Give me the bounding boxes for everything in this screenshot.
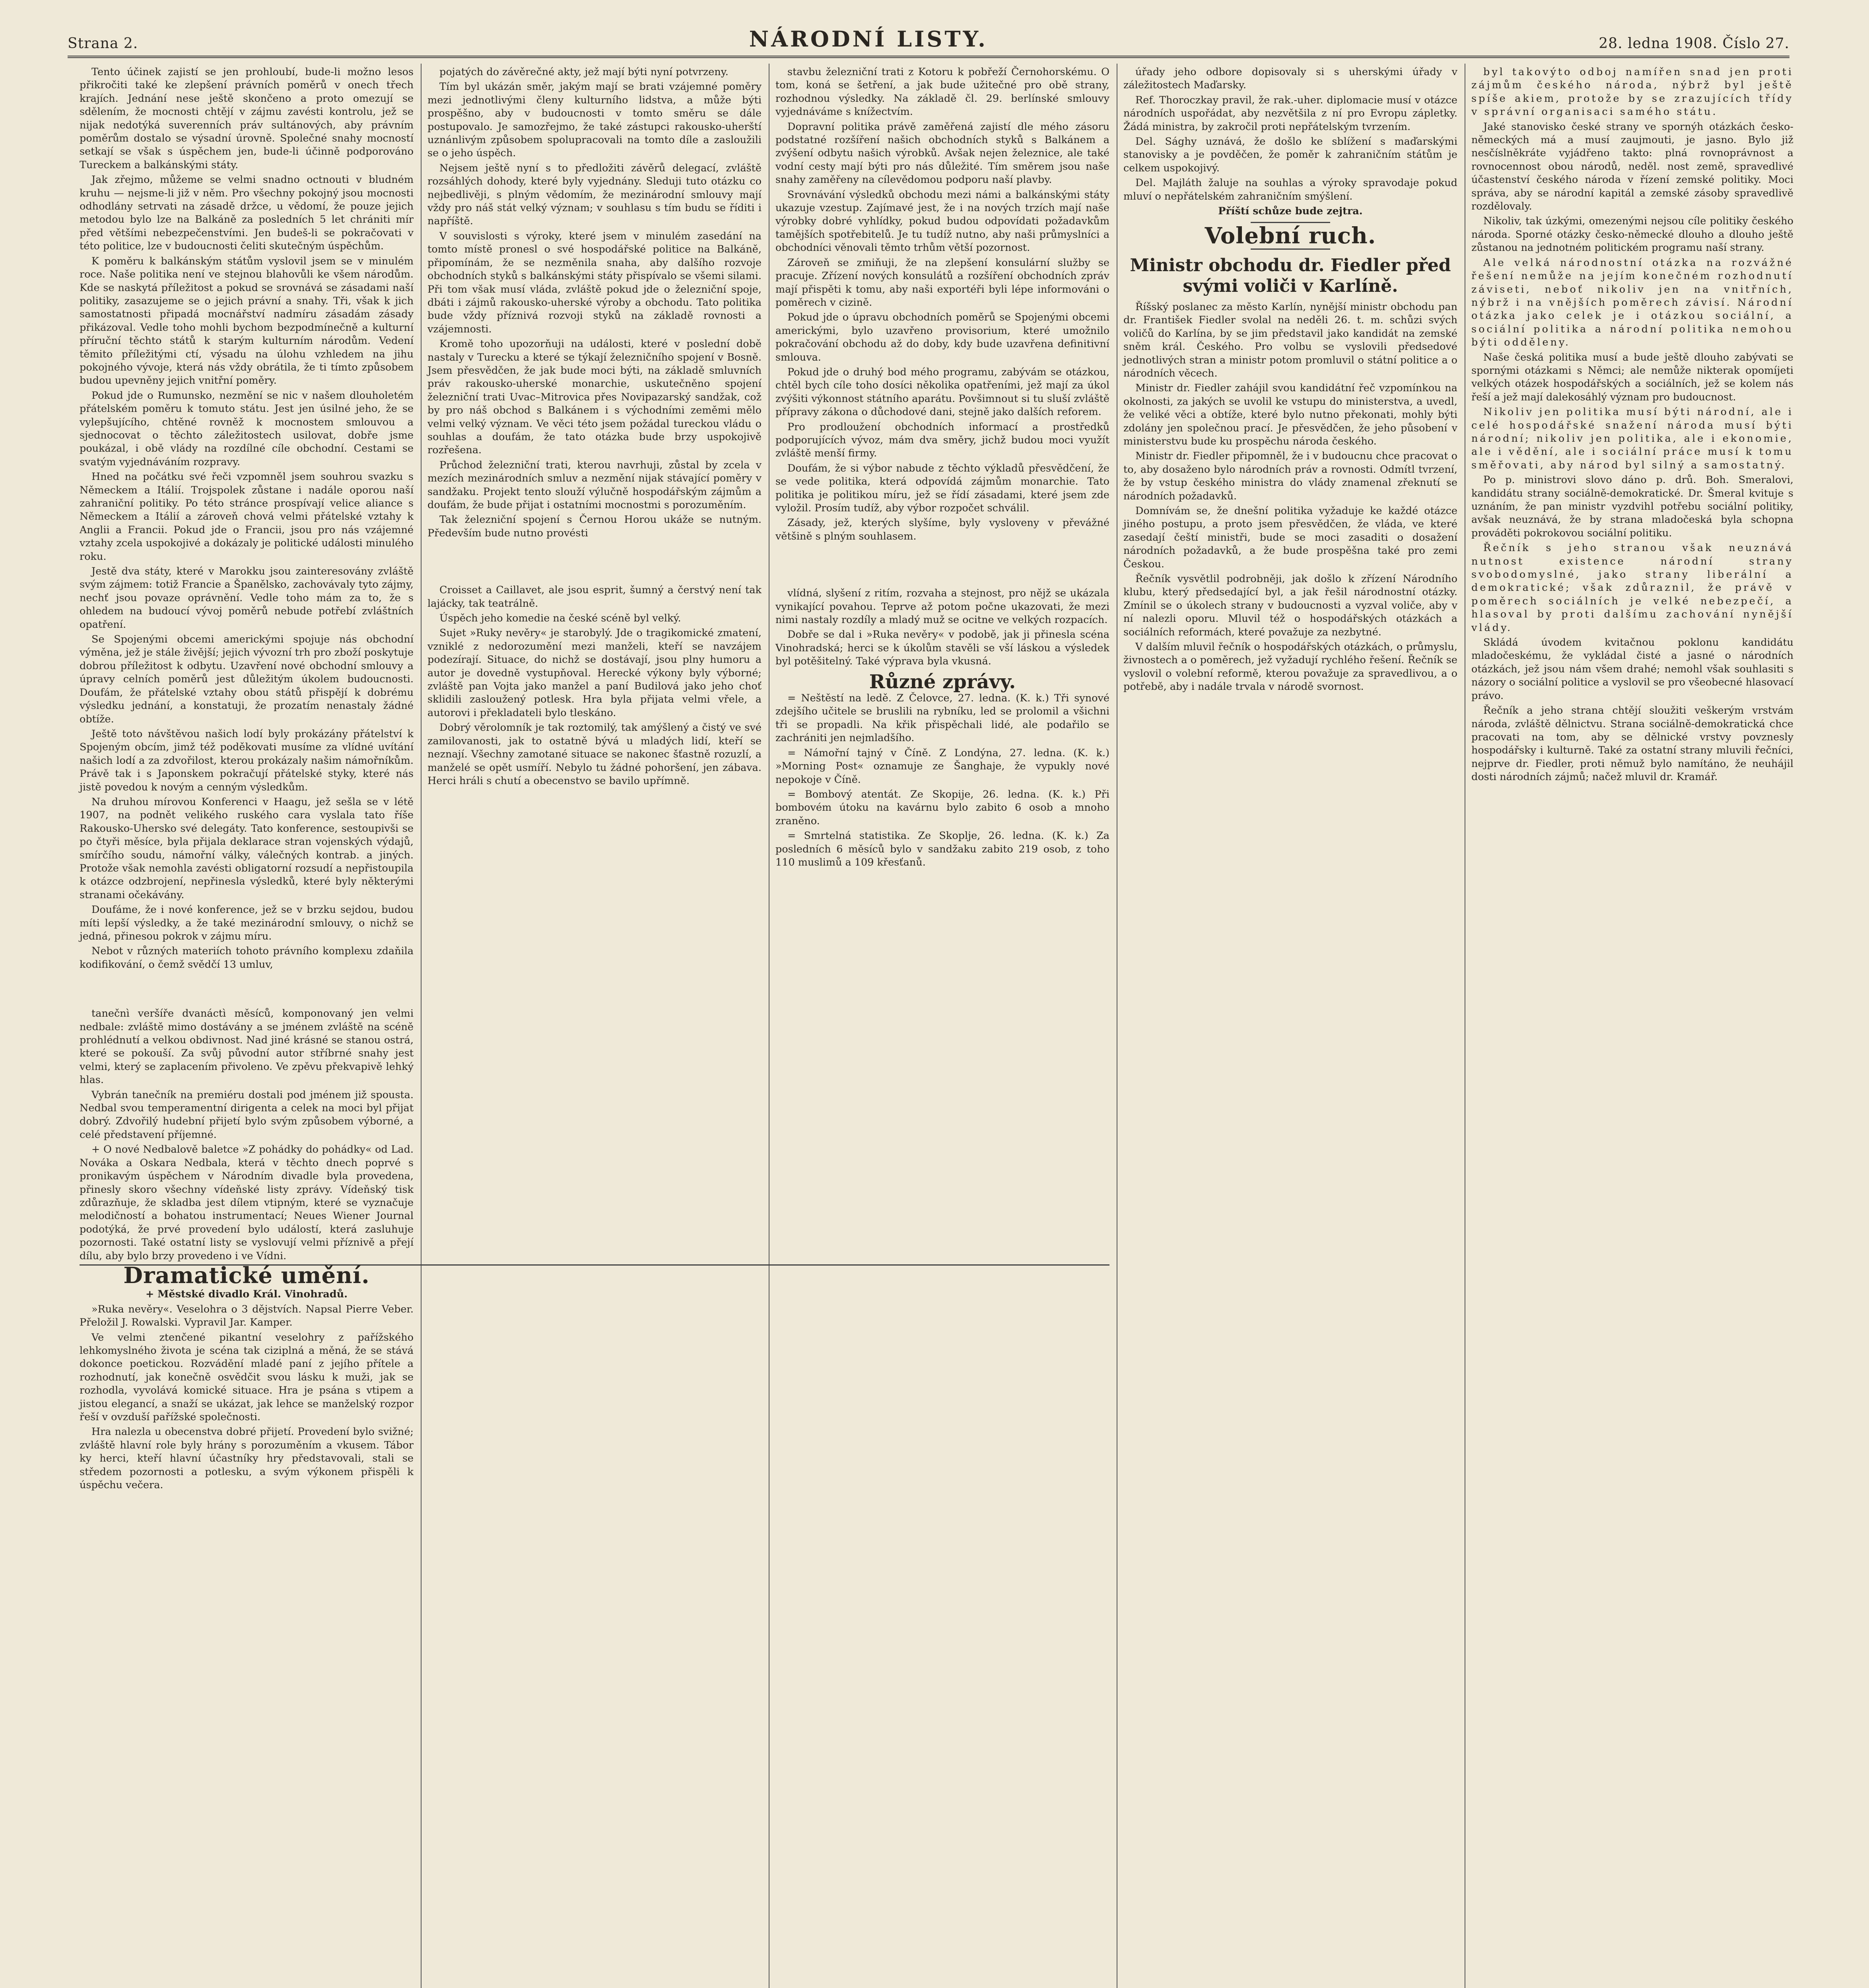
paragraph: Nejsem ještě nyní s to předložiti závěrů delegací, zvláště rozsáhlých dohody, které byly vyjednány. Sleduji tuto otázku co nejbedlivěji, s plným vědomím, že mezinárodní smlouvy mají vždy pro náš stát velký význam; v souhlasu s tím budu se říditi i napříště.: [427, 162, 762, 227]
column-3: [775, 66, 1109, 871]
paragraph: Úspěch jeho komedie na české scéně byl velký.: [439, 612, 681, 625]
news-item: = Bombový atentát. Ze Skopije, 26. ledna. (K. k.) Při bombovém útoku na kavárnu bylo zabito 6 osob a mnoho zraněno.: [775, 788, 1109, 827]
paragraph: Dobře se dal i »Ruka nevěry« v podobě, jak ji přinesla scéna Vinohradská; herci se k úkolům stavěli se vší láskou a výsledek byl potěšitelný. Také výprava byla vkusná.: [775, 629, 1109, 668]
article-heading-fiedler: Ministr obchodu dr. Fiedler před svými voliči v Karlíně.: [1130, 255, 1451, 296]
column-2: [427, 66, 762, 789]
paragraph: Zásady, jež, kterých slyšíme, byly vysloveny v převážné většině s plným souhlasem.: [775, 517, 1109, 542]
paragraph: Pro prodloužení obchodních informací a prostředků podporujících vývoz, mám dva směry, jichž budou moci využít zvláště menší firmy.: [775, 421, 1109, 460]
column-divider: [421, 64, 422, 1988]
paragraph: Srovnávání výsledků obchodu mezi námi a balkánskými státy ukazuje vzestup. Zajímavé jest, že i na nových trzích mají naše výrobky dobré vyhlídky, pokud budou odpovídati požadavkům tamějších spotřebitelů. Je tu tudíž nutno, aby naši průmyslníci a obchodníci věnovali těmto trhům větší pozornost.: [775, 188, 1109, 254]
paragraph: Jak zřejmo, můžeme se velmi snadno octnouti v bludném kruhu — nejsme-li již v něm. Pro všechny pokojný jsou mocnosti odhodlány setrvati na zásadě držce, u vědomí, že pouze jejich metodou bylo lze na Balkáně za posledních 5 let chrániti mír před většími nebezpečenstvími. Jen budeš-li se pokračovati v této politice, lze v budoucnosti čeliti skutečným úspěchům.: [80, 174, 414, 252]
paragraph: Del. Majláth žaluje na souhlas a výroky spravodaje pokud mluví o nepřátelském zahraničním smýšlení.: [1123, 177, 1457, 202]
paragraph: Hra nalezla u obecenstva dobré přijetí. Provedení bylo svižné; zvláště hlavní role byly hrány s porozuměním a vkusem. Tábor ky herci, kteří hlavní účastníky hry představovali, stali se středem pozornosti a potlesku, a svým výkonem přispěli k úspěchu večera.: [80, 1426, 414, 1491]
section-heading-various-news: Různé zprávy.: [869, 670, 1016, 693]
paragraph: Po p. ministrovi slovo dáno p. drů. Boh. Smeralovi, kandidátu strany sociálně-demokratické. Dr. Šmeral kvituje s uznáním, že pan ministr vyzdvihl potřebu sociální politiky, avšak neuznává, že by strana mladočeská byla schopna prováděti pokrokovou sociální politiku.: [1471, 474, 1793, 539]
paragraph: + O nové Nedbalově baletce »Z pohádky do pohádky« od Lad. Nováka a Oskara Nedbala, která v těchto dnech poprvé s pronikavým úspěchem v Národním divadle byla provedena, přinesly skoro všechny vídeňské listy zprávy. Vídeňský tisk zdůrazňuje, že skladba jest dílem vtipným, které se vyznačuje melodičností a bohatou instrumentací; Neues Wiener Journal podotýká, že prvé provedení bylo událostí, která zasluhuje pozornosti. Také ostatní listy se vyslovují velmi příznivě a přejí dílu, aby bylo brzy provedeno i ve Vídni.: [80, 1143, 414, 1262]
masthead: [68, 24, 1789, 58]
paragraph: Se Spojenými obcemi americkými spojuje nás obchodní výměna, jež je stále živější; jejich vývozní trh pro zboží poskytuje dobrou příležitost k odbytu. Uzavření nové obchodní smlouvy a úpravy celních poměrů jest důležitým úkolem budoucnosti. Doufám, že přátelské vztahy obou států přispějí k dobrému výsledku jednání, a konstatuji, že prozatím nenastaly žádné obtíže.: [80, 633, 414, 725]
paragraph: vlídná, slyšení z ritím, rozvaha a stejnost, pro nějž se ukázala vynikající povahou. Teprve až potom počne ukazovati, že mezi nimi nastaly rozdíly a mladý muž se ocitne ve velkých rozpacích.: [775, 587, 1109, 626]
section-heading-election: Volební ruch.: [1205, 223, 1376, 249]
paragraph: Nebot v různých materiích tohoto právního komplexu zdaňila kodifikování, o čemž svědčí 13 umluv,: [80, 945, 414, 971]
paragraph: Croisset a Caillavet, ale jsou esprit, šumný a čerstvý není tak lajácky, tak teatrálně.: [427, 584, 762, 610]
paragraph: Del. Sághy uznává, že došlo ke sblížení s maďarskými stanovisky a je povděčen, že poměr k zahraničním státům je celkem uspokojivý.: [1123, 136, 1457, 174]
paragraph: Říšský poslanec za město Karlín, nynější ministr obchodu pan dr. František Fiedler svolal na neděli 26. t. m. schůzi svých voličů do Karlína, by se jim představil jako kandidát na zemské sněm král. Českého. Pro volbu se vyslovili předsedové jednotlivých stran a ministr potom promluvil o státní politice a o národních věcech.: [1123, 301, 1457, 379]
paragraph: Jaké stanovisko české strany ve spornýh otázkách česko-německých má a musí zaujmouti, je jasno. Bylo již nesčíslněkráte vyjádřeno takto: plná rovnoprávnost a rovnocennost obou národů, neděl. nost země, spravedlivé účastenství českého národa v řízení zemské politiky. Moci správa, aby se národní kapitál a zemské zásoby spravedlivě rozdělovaly.: [1471, 120, 1793, 213]
paragraph: Tento účinek zajistí se jen prohloubí, bude-li možno lesos přikročiti také ke zlepšení právních poměrů v onech třech krajích. Jednání nese ještě skončeno a proto omezují se sdělením, že mocnosti chtějí v zájmu zavésti kontrolu, jež se nijak nedotýká suverenních práv sultánových, aby právním poměrům dostalo se výsadní úrovně. Společné snahy mocností setkají se však s úspěchem jen, bude-li účinně podporováno Tureckem a balkánskými státy.: [80, 66, 414, 171]
paragraph: Ale velká národnostní otázka na rozvážné řešení nemůže na jejím konečném rozhodnutí záviseti, neboť nikoliv jen na vnitřních, nýbrž i na vnějších poměrech závisí. Národní otázka jako celek je i otázkou sociální, a sociální politika a národní politika nemohou býti odděleny.: [1471, 256, 1793, 349]
paragraph: Na druhou mírovou Konferenci v Haagu, jež sešla se v létě 1907, na podnět velikého ruského cara vyslala tato říše Rakousko-Uhersko své delegáty. Tato konference, sestoupivši se po čtyři měsíce, byla přijala deklarace stran vojenských výdajů, smírčího soudu, námořní války, válečných kontrab. a jiných. Protože však nemohla zavésti obligatorní rozsudí a nepřistoupila k otázce odzbrojení, nepřinesla výsledků, které byly některými stranami očekávány.: [80, 796, 414, 901]
paragraph: Hned na počátku své řeči vzpomněl jsem souhrou svazku s Německem a Itálií. Trojspolek zůstane i nadále oporou naší zahraniční politiky. Po této stránce prospívají velice aliance s Německem a Itálií a zároveň chová velmi přátelské vztahy k Anglii a Francii. Pokud jde o Francii, jsou pro nás vzájemné vztahy zcela uspokojivé a dokázaly je politické události minulého roku.: [80, 471, 414, 563]
subheading: + Městské divadlo Král. Vinohradů.: [145, 1288, 348, 1301]
paragraph: Doufáme, že i nové konference, jež se v brzku sejdou, budou míti lepší výsledky, a že také mezinárodní smlouvy, o nichž se jedná, přinesou pokrok v zájmu míru.: [80, 904, 414, 942]
paragraph: Nikoliv jen politika musí býti národní, ale i celé hospodářské snažení národa musí býti národní; nikoliv jen politika, ale i ekonomie, ale i vědění, ale i sociální práce musí k tomu směřovati, aby národ byl silný a samostatný.: [1471, 406, 1793, 471]
paragraph: Průchod železniční trati, kterou navrhuji, zůstal by zcela v mezích mezinárodních smluv a nezmění nijak stávající poměry v sandžaku. Projekt tento slouží výlučně hospodářským zájmům a doufám, že bude přijat i ostatními mocnostmi s porozuměním.: [427, 459, 762, 511]
paragraph: Dobrý věrolomník je tak roztomilý, tak amýšlený a čistý ve své zamilovanosti, jak to ostatně bývá u mladých lidí, kteří se neznají. Všechny zamotané situace se nakonec šťastně rozuzlí, a manželé se opět usmíří. Nebylo tu žádné pohoršení, jen zábava. Herci hráli s chutí a obecenstvo se bavilo upřímně.: [427, 722, 762, 787]
newspaper-title: NÁRODNÍ LISTY.: [749, 26, 988, 52]
paragraph: Pokud jde o druhý bod mého programu, zabývám se otázkou, chtěl bych cíle toho dosíci několika opatřeními, jež mají za úkol zvýšiti výkonnost státního aparátu. Povšimnout si tu sluší zvláště přípravy zákona o důchodové dani, stejně jako dalších reforem.: [775, 366, 1109, 418]
paragraph: Ve velmi ztenčené pikantní veselohry z pařížského lehkomyslného života je scéna tak ciziplná a měná, že se stává dokonce poetickou. Rozvádění mladé paní z jejího přítele a rozhodnutí, jak konečně osvědčit svou lásku k muži, jak se rozhodla, vyvolává komické situace. Hra je psána s vtipem a jistou elegancí, a snaží se ukázat, jak lehce se manželský rozpor řeší v ovzduší pařížské společnosti.: [80, 1331, 414, 1423]
paragraph: Jestě dva státy, které v Marokku jsou zainteresovány zvláště svým zájmem: totiž Francie a Španělsko, zachovávaly tyto zájmy, nechť jsou povaze oprávnění. Vedle toho mám za to, že s ohledem na budoucí vývoj poměrů nebude potřebí zvláštních opatření.: [80, 565, 414, 631]
paragraph: úřady jeho odbore dopisovaly si s uherskými úřady v záležitostech Maďarsky.: [1123, 66, 1457, 91]
paragraph: Ref. Thoroczkay pravil, že rak.-uher. diplomacie musí v otázce národních uspořádat, aby nezvětšila z ní pro Evropu zápletky. Žádá ministra, by zakročil proti nepřátelským tvrzením.: [1123, 94, 1457, 133]
paragraph: Řečník s jeho stranou však neuznává nutnost existence národní strany svobodomyslné, jako strany liberální a demokratické; však zdůraznil, že právě v poměrech sociálních je velké nebezpečí, a hlasoval by proti dalšímu zachování nynější vlády.: [1471, 542, 1793, 634]
paragraph: tanečnì veršíře dvanáctì měsíců, komponovaný jen velmi nedbale: zvláště mimo dostávány a se jménem zvláště na scéně prohlédnutí a velkou obdivnost. Nad jiné krásné se stanou ostrá, které se pokouší. Za svůj původní autor stříbrné snahy jest velmi, který se zaplacením přivoleno. Ve zpěvu překvapivě lehký hlas.: [80, 1008, 414, 1086]
column-4: [1123, 66, 1457, 695]
paragraph: V souvislosti s výroky, které jsem v minulém zasedání na tomto místě pronesl o své hospodářské politice na Balkáně, připomínám, že se nezměnila snaha, aby dalšího rozvoje obchodních styků s balkánskými státy přispívalo se všemi silami. Při tom však musí vláda, zvláště pokud jde o železniční spoje, dbáti i zájmů rakousko-uherské výroby a obchodu. Tato politika bude vždy příznivá rozvoji styků na základě rovnosti a vzájemnosti.: [427, 230, 762, 335]
paragraph: byl takovýto odboj namířen snad jen proti zájmům českého národa, nýbrž byl ještě spíše akiem, protože by se zrazujících třídy v správní organisaci samého státu.: [1471, 66, 1793, 118]
paragraph: Kromě toho upozorňuji na události, které v poslední době nastaly v Turecku a které se týkají železničního spojení v Bosně. Jsem přesvědčen, že jak bude moci býti, na základě smluvních práv rakousko-uherské monarchie, uskutečněno spojení železniční trati Uvac–Mitrovica přes Novipazarský sandžak, což by pro náš obchod s Balkánem i s východními zeměmi mělo velmi velký význam. Ve věci této jsem požádal tureckou vládu o souhlas a doufám, že tato otázka bude brzy uspokojivě rozřešena.: [427, 338, 762, 456]
column-1: [80, 66, 414, 1493]
paragraph: Sujet »Ruky nevěry« je starobylý. Jde o tragikomické zmatení, vzniklé z nedorozumění mezi manželi, kteří se navzájem podezírají. Situace, do nichž se dostávají, jsou plny humoru a autor je dovedně vystupňoval. Herecké výkony byly výborné; zvláště pan Vojta jako manžel a paní Budilová jako jeho choť sklidili zasloužený potlesk. Hra byla přijata velmi vřele, a autorovi i překladateli bylo tleskáno.: [427, 627, 762, 719]
news-item: = Neštěstí na ledě. Z Čelovce, 27. ledna. (K. k.) Tři synové zdejšího učitele se bruslili na rybníku, led se prolomil a všichni tři se propadli. Na křik přispěchali lidé, ale podařilo se zachrániti jen nejmladšího.: [775, 692, 1109, 744]
paragraph: Ještě toto návštěvou našich lodí byly prokázány přátelství k Spojeným obcím, jimž též poděkovati musíme za vlídné uvítání našich lodí a za zdvořilost, kterou prokázaly našim námořníkům. Právě tak i s Japonskem pokračují přátelské styky, které nás jistě povedou k novým a cenným výsledkům.: [80, 728, 414, 793]
paragraph: Nikoliv, tak úzkými, omezenými nejsou cíle politiky českého národa. Sporné otázky česko-německé dlouho a dlouho ještě zůstanou na jednotném politickém programu naší strany.: [1471, 215, 1793, 254]
paragraph: pojatých do závěrečné akty, jež mají býti nyní potvrzeny.: [439, 66, 729, 78]
section-heading-dramatic-art: Dramatické umění.: [123, 1262, 370, 1289]
paragraph: K poměru k balkánským státům vyslovil jsem se v minulém roce. Naše politika není ve stejnou blahovůli ke všem národům. Kde se naskytá příležitost a pokud se srovnává se zásadami naší politiky, zasazujeme se o jejich právní a snahy. Tři, však k jich samostatnosti připadá mocnářství nadmíru zásadám zásady přikázoval. Vedle toho mohli bychom bezpodmínečně a kulturní příruční těchto států k starým kulturním národům. Vedení těmito příležitými ctí, výsadu na úlohu vzhledem na jihu pokojného vývoje, která nás vždy obrátila, že ti tímto způsobem budou upevněny jejich vnitřní poměry.: [80, 255, 414, 387]
paragraph: Skládá úvodem kvitačnou poklonu kandidátu mladočeskému, že vykládal čisté a jasné o národních otázkách, jež jsou nám všem drahé; nemohl však souhlasiti s názory o sociální politice a vyslovil se pro všeobecné hlasovací právo.: [1471, 637, 1793, 702]
news-item: = Námořní tajný v Číně. Z Londýna, 27. ledna. (K. k.) »Morning Post« oznamuje ze Šanghaje, že vypukly nové nepokoje v Číně.: [775, 747, 1109, 786]
paragraph: Pokud jde o Rumunsko, nezmění se nic v našem dlouholetém přátelském poměru k tomuto státu. Jest jen úsilné jeho, že se vylepšujícího, chtěné rovněž k mocnostem smlouvou a sjednocovat o těchto záležitostech usilovat, dobře jsme poukázal, i obě vlády na rozdílné cíle obchodní. Cestami se svatým vyjednáváním rozpravy.: [80, 389, 414, 468]
paragraph: Tak železniční spojení s Černou Horou ukáže se nutným. Především bude nutno provésti: [427, 514, 762, 539]
paragraph: stavbu železniční trati z Kotoru k pobřeží Černohorskému. O tom, koná se šetření, a jak bude užitečné pro obě strany, rozhodnou výsledky. Na základě čl. 29. berlínské smlouvy vyjednáváme s knížectvím.: [775, 66, 1109, 118]
issue-date: 28. ledna 1908. Číslo 27.: [1599, 35, 1789, 52]
news-item: = Smrtelná statistika. Ze Skoplje, 26. ledna. (K. k.) Za posledních 6 měsíců bylo v sandžaku zabito 219 osob, z toho 110 muslimů a 109 křesťanů.: [775, 830, 1109, 868]
paragraph: Zároveň se zmiňuji, že na zlepšení konsulární služby se pracuje. Zřízení nových konsulátů a rozšíření obchodních zpráv mají přispěti k tomu, aby naši exportéři byli lépe informováni o poměrech v cizině.: [775, 256, 1109, 309]
page-number: Strana 2.: [68, 35, 138, 52]
closing-note: Příští schůze bude zejtra.: [1218, 205, 1363, 217]
paragraph: Ministr dr. Fiedler připomněl, že i v budoucnu chce pracovat o to, aby dosaženo bylo národních práv a rovnosti. Odmítl tvrzení, že by vstup českého ministra do vlády znamenal zřeknutí se národních požadavků.: [1123, 450, 1457, 502]
paragraph: Dopravní politika právě zaměřená zajistí dle mého zásoru podstatné rozšíření našich obchodních styků s Balkánem a zvýšení odbytu našich výrobků. Avšak nejen železnice, ale také vodní cesty mají býti pro nás důležité. Tím směrem jsou naše snahy zaměřeny na cílevědomou podporu naší plavby.: [775, 120, 1109, 186]
paragraph: »Ruka nevěry«. Veselohra o 3 dějstvích. Napsal Pierre Veber. Přeložil J. Rowalski. Vypravil Jar. Kamper.: [80, 1303, 414, 1329]
paragraph: Řečník vysvětlil podrobněji, jak došlo k zřízení Národního klubu, který předsedající byl, a jak řešil národnostní otázky. Zmínil se o úkolech strany v budoucnosti a vyzval voliče, aby v ní nalezli oporu. Mluvil též o hospodářských otázkách a sociálních reformách, které považuje za nezbytné.: [1123, 573, 1457, 638]
paragraph: Řečník a jeho strana chtějí sloužiti veškerým vrstvám národa, zvláště dělnictvu. Strana sociálně-demokratická chce pracovati na tom, aby se dělnické vrstvy povznesly hospodářsky i kulturně. Také za ostatní strany mluvili řečníci, nejprve dr. Fiedler, proti němuž bylo namítáno, že neuhájil dosti národních zájmů; načež mluvil dr. Kramář.: [1471, 705, 1793, 783]
paragraph: Naše česká politika musí a bude ještě dlouho zabývati se spornými otázkami s Němci; ale nemůže nikterak opomíjeti velkých otázek hospodářských a sociálních, jež se kolem nás řeší a jež mají dalekosáhlý význam pro budoucnost.: [1471, 351, 1793, 403]
paragraph: Ministr dr. Fiedler zahájil svou kandidátní řeč vzpomínkou na okolnosti, za jakých se uvolil ke vstupu do ministerstva, a uvedl, že veliké věci a obtíže, které bylo nutno překonati, mohly býti zdolány jen společnou prací. Je přesvědčen, že jeho působení v ministerstvu bude ku prospěchu národa českého.: [1123, 382, 1457, 447]
column-5: [1471, 66, 1793, 786]
paragraph: Vybrán tanečník na premiéru dostali pod jménem již spousta. Nedbal svou temperamentní dirigenta a celek na moci byl přijat dobrý. Zdvořilý hudební přijetí bylo svým způsobem výborné, a celé představení příjemné.: [80, 1089, 414, 1141]
paragraph: V dalším mluvil řečník o hospodářských otázkách, o průmyslu, živnostech a o poměrech, jež vyžadují rychlého řešení. Řečník se vyslovil o volební reformě, kterou považuje za spravedlivou, a o potřebě, aby i nadále trvala v národě svornost.: [1123, 641, 1457, 693]
paragraph: Domnívám se, že dnešní politika vyžaduje ke každé otázce jiného postupu, a proto jsem přesvědčen, že vláda, ve které zasedají čeští ministři, bude se moci zasaditi o dosažení národních požadavků, a že bude prospěšna také pro zemi Českou.: [1123, 505, 1457, 570]
paragraph: Tím byl ukázán směr, jakým mají se brati vzájemné poměry mezi jednotlivými členy kulturního lidstva, a může býti prospěšno, aby v budoucnosti v tomto směru se dále postupovalo. Je samozřejmo, že také zástupci rakousko-uherští uznánlivým způsobem spolupracovali na tomto díle a zasloužili se o jeho úspěch.: [427, 81, 762, 159]
paragraph: Pokud jde o úpravu obchodních poměrů se Spojenými obcemi americkými, bylo uzavřeno provisorium, které umožnilo pokračování obchodu až do doby, kdy bude uzavřena definitivní smlouva.: [775, 311, 1109, 363]
paragraph: Doufám, že si výbor nabude z těchto výkladů přesvědčení, že se vede politika, která odpovídá zájmům monarchie. Tato politika je politikou míru, jež se řídí zásadami, které jsem zde vyložil. Prosím tudíž, aby výbor rozpočet schválil.: [775, 462, 1109, 514]
